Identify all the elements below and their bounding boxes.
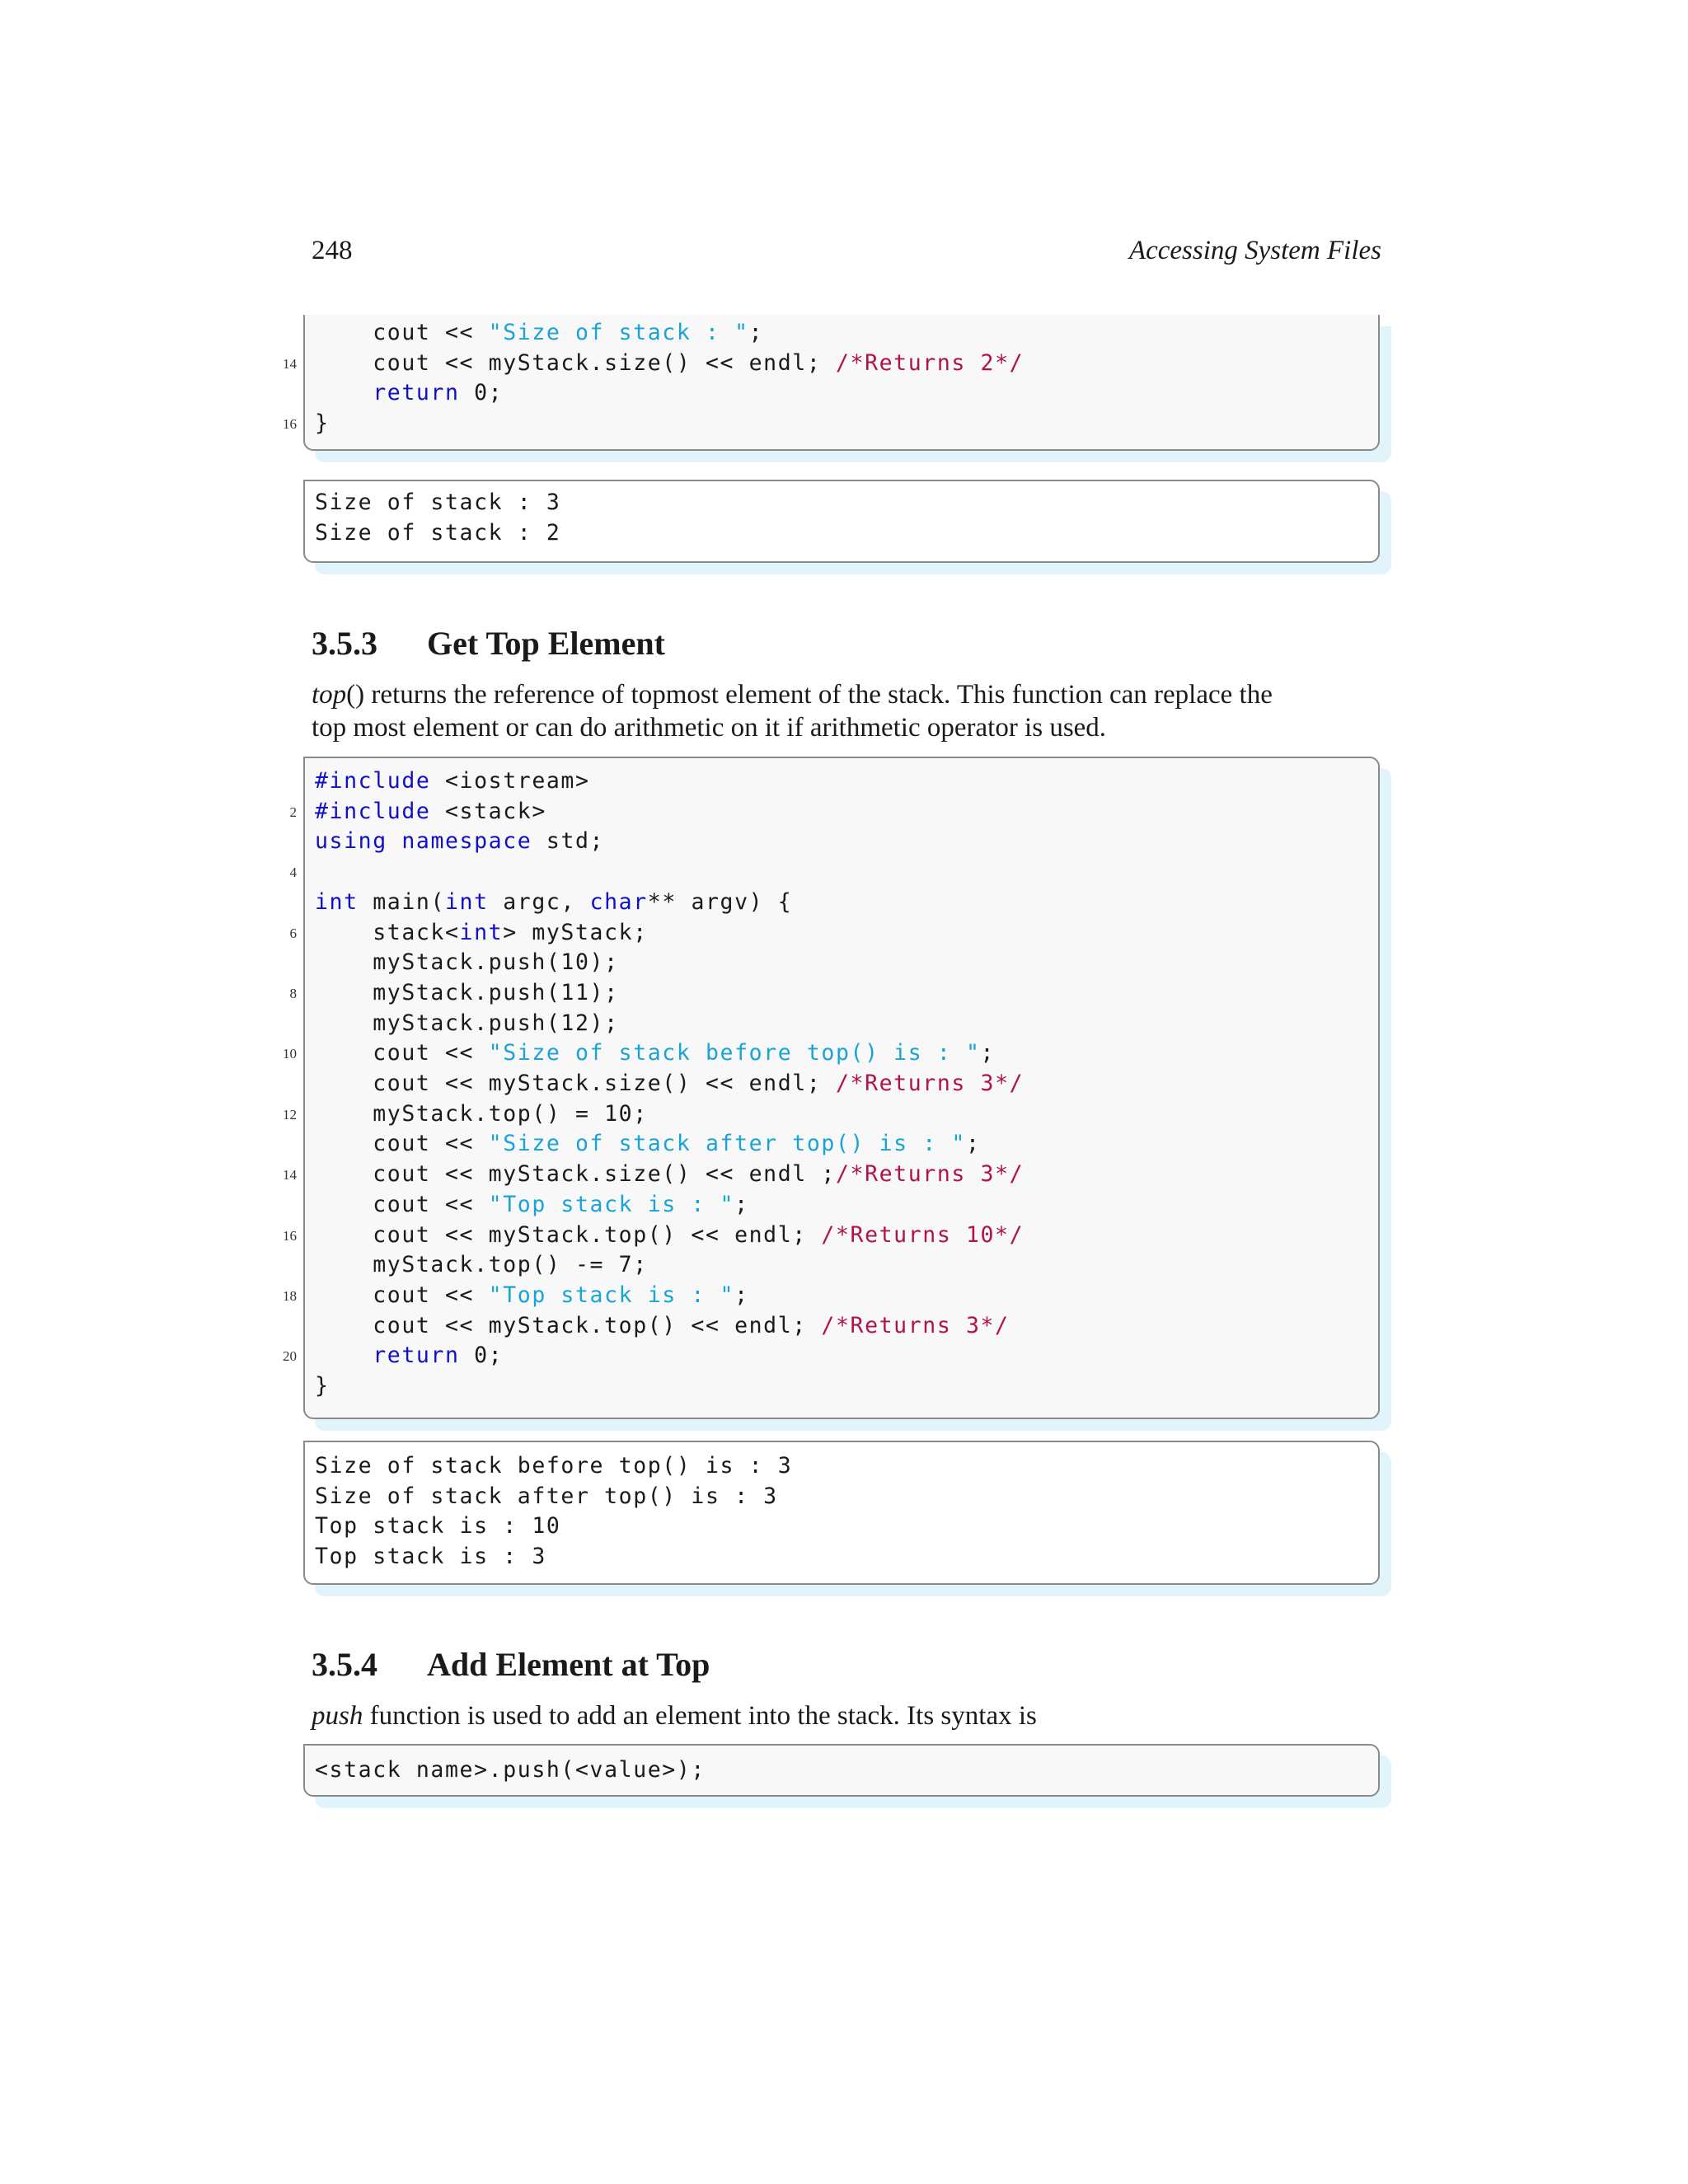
code-line: [315, 1038, 995, 1068]
function-name: push: [312, 1701, 363, 1731]
line-number: 20: [283, 1348, 297, 1365]
code-token: myStack.push(11);: [373, 979, 619, 1005]
code-token: cout << myStack.size() << endl;: [373, 1071, 836, 1096]
code-token: ;: [965, 1131, 981, 1157]
line-number: 16: [283, 416, 297, 433]
code-token: }: [315, 1373, 330, 1399]
code-token: cout <<: [373, 1040, 489, 1066]
code-token: cout <<: [373, 320, 489, 345]
code-token: cout << myStack.size() << endl;: [373, 349, 836, 376]
code-line: [315, 947, 619, 977]
output-line: Size of stack after top() is : 3: [315, 1483, 778, 1509]
code-token: cout << myStack.size() << endl ;: [373, 1161, 836, 1188]
section-title: Add Element at Top: [427, 1646, 710, 1683]
code-comment: /*Returns 3*/: [835, 1161, 1025, 1188]
code-line: [315, 1220, 1024, 1250]
code-line: [315, 1189, 749, 1220]
code-line: [315, 826, 604, 856]
code-keyword: int: [459, 919, 504, 945]
line-number: 14: [283, 355, 297, 372]
code-token: ;: [734, 1282, 749, 1308]
code-line: [315, 1280, 749, 1310]
line-number: 16: [283, 1227, 297, 1244]
code-line: [315, 377, 503, 408]
code-line: [315, 1249, 648, 1280]
code-keyword: int: [445, 888, 489, 915]
code-comment: /*Returns 3*/: [821, 1312, 1010, 1338]
code-token: 0;: [459, 380, 504, 406]
line-number: 8: [289, 985, 297, 1001]
line-number: 12: [283, 1106, 297, 1122]
line-number: 14: [283, 1167, 297, 1183]
code-line: [315, 1099, 648, 1129]
code-token: [387, 828, 402, 854]
section-heading-3-5-4: [312, 1645, 710, 1684]
code-line: [315, 1008, 619, 1038]
code-line: [315, 348, 1024, 378]
section-paragraph: [312, 1699, 1380, 1732]
function-name: top: [312, 680, 347, 710]
code-keyword: #include: [315, 768, 431, 794]
section-title: Get Top Element: [427, 625, 665, 662]
code-token: cout <<: [373, 1282, 489, 1308]
line-number: 6: [289, 925, 297, 941]
code-token: 0;: [459, 1343, 504, 1369]
code-keyword: namespace: [401, 828, 532, 855]
code-comment: /*Returns 10*/: [821, 1221, 1025, 1248]
code-token: myStack.top() = 10;: [373, 1100, 648, 1127]
code-token: cout << myStack.top() << endl;: [373, 1312, 822, 1338]
code-comment: /*Returns 2*/: [835, 349, 1025, 376]
code-line: [315, 1128, 981, 1159]
code-token: <iostream>: [430, 768, 590, 794]
code-string: "Size of stack after top() is : ": [488, 1131, 966, 1157]
code-line: [315, 408, 330, 438]
output-line: Size of stack : 2: [315, 519, 561, 546]
code-line: [315, 1068, 1024, 1099]
output-line: Top stack is : 10: [315, 1513, 561, 1540]
output-line: Size of stack : 3: [315, 490, 561, 515]
code-line: [315, 1310, 1010, 1341]
code-keyword: char: [589, 888, 648, 915]
line-number: 2: [289, 804, 297, 820]
code-token: ;: [980, 1040, 996, 1066]
line-number: 10: [283, 1046, 297, 1062]
code-token: myStack.top() -= 7;: [373, 1252, 648, 1278]
code-token: myStack.push(10);: [373, 949, 619, 976]
section-paragraph: [312, 678, 1380, 744]
code-line: [315, 317, 763, 348]
line-number: 18: [283, 1287, 297, 1304]
code-line: [315, 887, 792, 917]
line-number: 4: [289, 865, 297, 881]
code-token: ;: [748, 320, 764, 345]
code-token: myStack.push(12);: [373, 1010, 619, 1036]
code-line: [315, 917, 648, 948]
code-token: std;: [532, 828, 605, 855]
code-keyword: return: [373, 1343, 460, 1369]
paragraph-text-line2: top most element or can do arithmetic on it if arithmetic operator is used.: [312, 713, 1107, 743]
code-string: "Size of stack before top() is : ": [488, 1040, 981, 1066]
code-keyword: #include: [315, 798, 431, 824]
code-keyword: using: [315, 828, 387, 855]
code-line: [315, 796, 546, 827]
code-string: "Size of stack : ": [488, 320, 749, 345]
code-string: "Top stack is : ": [488, 1282, 735, 1308]
code-token: argc,: [488, 888, 590, 915]
code-keyword: return: [373, 380, 460, 406]
code-token: cout <<: [373, 1131, 489, 1157]
syntax-line: <stack name>.push(<value>);: [315, 1757, 706, 1783]
code-token: ** argv) {: [647, 888, 793, 915]
output-line: Top stack is : 3: [315, 1544, 546, 1570]
section-number: 3.5.3: [312, 625, 377, 662]
code-keyword: int: [315, 888, 359, 915]
code-token: <stack>: [430, 798, 546, 824]
page-number: 248: [312, 236, 353, 265]
code-line: [315, 1371, 330, 1401]
code-token: }: [315, 410, 330, 437]
code-line: [315, 1159, 1024, 1189]
paragraph-text-line1: () returns the reference of topmost element of the stack. This function can replace the: [346, 680, 1273, 710]
code-line: [315, 766, 590, 796]
paragraph-text: function is used to add an element into the stack. Its syntax is: [363, 1701, 1037, 1731]
code-token: main(: [358, 888, 445, 915]
output-line: Size of stack before top() is : 3: [315, 1453, 793, 1479]
code-token: ;: [734, 1191, 749, 1217]
code-string: "Top stack is : ": [488, 1191, 735, 1217]
code-line: [315, 1340, 503, 1371]
code-line: [315, 977, 619, 1008]
code-comment: /*Returns 3*/: [835, 1071, 1025, 1096]
section-heading-3-5-3: [312, 624, 665, 663]
code-token: > myStack;: [503, 919, 648, 945]
section-number: 3.5.4: [312, 1646, 377, 1683]
code-token: cout <<: [373, 1191, 489, 1217]
code-token: cout << myStack.top() << endl;: [373, 1221, 822, 1248]
code-token: stack<: [373, 919, 460, 945]
running-head: Accessing System Files: [1128, 236, 1381, 265]
